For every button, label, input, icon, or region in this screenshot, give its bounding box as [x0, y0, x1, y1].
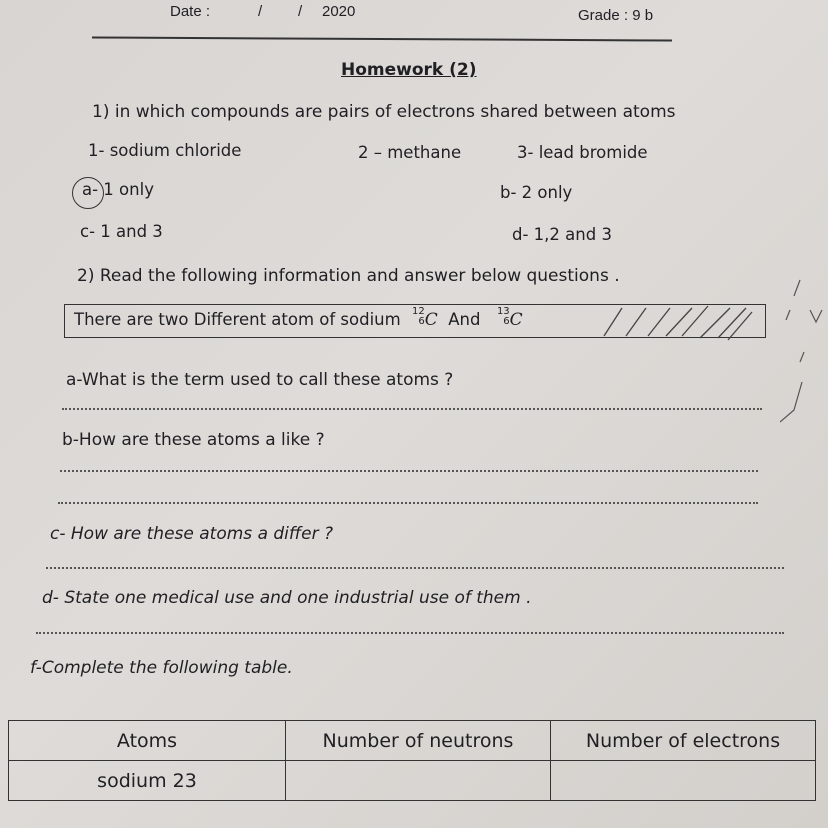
question-2b: b-How are these atoms a like ? — [62, 430, 325, 450]
isotope-1-mass: 12 — [411, 306, 425, 317]
row-neutrons-cell[interactable] — [286, 761, 551, 801]
table-row — [9, 761, 816, 801]
table-header-row — [9, 721, 816, 761]
option-c: c- 1 and 3 — [80, 222, 163, 241]
header-divider — [92, 36, 672, 41]
date-slash-2: / — [298, 3, 303, 20]
option-d: d- 1,2 and 3 — [512, 225, 612, 244]
question-1-text: 1) in which compounds are pairs of electrons shared between atoms — [92, 102, 676, 122]
question-2a: a-What is the term used to call these atoms ? — [66, 370, 454, 390]
margin-check-marks — [780, 270, 828, 430]
answer-line-d — [36, 632, 784, 634]
date-year: 2020 — [322, 3, 356, 20]
question-2c: c- How are these atoms a differ ? — [50, 524, 334, 544]
row-atom: sodium 23 — [9, 761, 286, 801]
option-b: b- 2 only — [500, 183, 573, 202]
header-atoms: Atoms — [9, 721, 286, 761]
compound-3: 3- lead bromide — [517, 143, 648, 162]
isotope-2-atomic: 6 — [503, 316, 510, 327]
isotope-1-atomic: 6 — [418, 316, 425, 327]
answer-line-c — [46, 567, 784, 569]
grade-label: Grade : 9 b — [578, 7, 654, 24]
isotope-2-mass: 13 — [496, 306, 510, 317]
isotope-1-symbol: C — [424, 310, 438, 330]
isotope-carbon-13 — [496, 306, 523, 330]
pencil-hatching — [596, 302, 766, 342]
date-slash-1: / — [258, 3, 263, 20]
compound-1: 1- sodium chloride — [88, 141, 242, 160]
header-neutrons: Number of neutrons — [286, 721, 551, 761]
isotope-2-symbol: C — [509, 310, 523, 330]
page-title: Homework (2) — [341, 60, 477, 80]
question-2f: f-Complete the following table. — [30, 658, 293, 678]
answer-line-b2 — [58, 502, 758, 504]
compound-2: 2 – methane — [358, 143, 462, 162]
answer-line-b1 — [60, 470, 758, 472]
answer-line-a — [62, 408, 762, 410]
info-text — [74, 306, 523, 330]
info-prefix: There are two Different atom of sodium — [74, 310, 401, 329]
date-label: Date : — [170, 3, 211, 20]
question-2-text: 2) Read the following information and answer below questions . — [77, 266, 620, 286]
row-electrons-cell[interactable] — [551, 761, 816, 801]
header-electrons: Number of electrons — [551, 721, 816, 761]
option-a: a- 1 only — [82, 180, 154, 199]
question-2d: d- State one medical use and one industrial use of them . — [42, 588, 532, 608]
atoms-table — [8, 720, 816, 801]
info-and: And — [448, 310, 481, 329]
isotope-carbon-12 — [411, 306, 438, 330]
